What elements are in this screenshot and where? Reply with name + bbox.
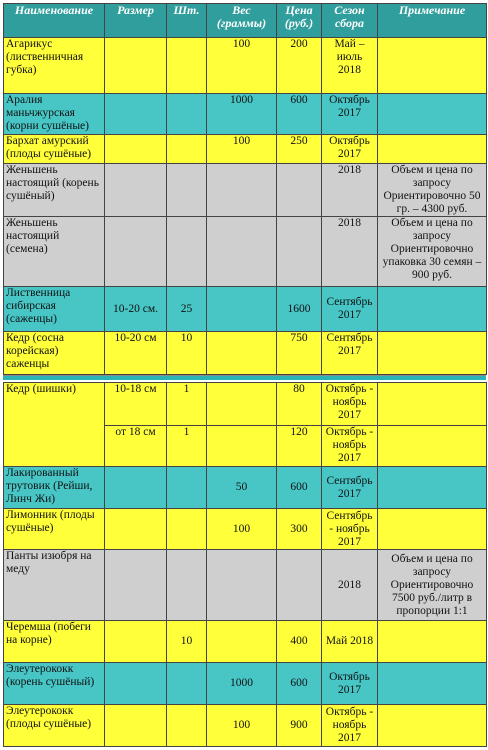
season-cell: Октябрь 2017 (322, 663, 378, 705)
season-cell: Октябрь 2017 (322, 135, 378, 164)
note-cell: Объем и цена по запросу Ориентировочно 7500 руб./литр в пропорции 1:1 (378, 550, 487, 621)
qty-cell (167, 94, 207, 135)
qty-cell (167, 38, 207, 94)
name-cell: Женьшень настоящий (семена) (4, 217, 105, 287)
season-cell: Октябрь - ноябрь 2017 (322, 426, 378, 467)
price-cell: 80 (277, 383, 322, 426)
note-cell (378, 383, 487, 426)
size-cell (105, 135, 167, 164)
size-cell: 10-20 см (105, 332, 167, 375)
price-cell (277, 550, 322, 621)
qty-cell (167, 705, 207, 747)
weight-cell (207, 426, 277, 467)
price-cell: 600 (277, 663, 322, 705)
name-cell: Лимонник (плоды сушёные) (4, 509, 105, 550)
price-cell: 750 (277, 332, 322, 375)
size-cell (105, 94, 167, 135)
price-cell (277, 164, 322, 217)
table-row (4, 467, 487, 509)
price-cell: 120 (277, 426, 322, 467)
table-row (4, 621, 487, 663)
size-cell (105, 663, 167, 705)
weight-cell: 100 (207, 705, 277, 747)
note-cell (378, 135, 487, 164)
header-price: Цена (руб.) (277, 4, 322, 38)
header-weight: Вес (граммы) (207, 4, 277, 38)
table-row (4, 217, 487, 287)
name-cell: Бархат амурский (плоды сушёные) (4, 135, 105, 164)
qty-cell (167, 217, 207, 287)
price-table-top (3, 3, 487, 375)
note-cell (378, 467, 487, 509)
note-cell (378, 663, 487, 705)
name-cell: Элеутерококк (плоды сушёные) (4, 705, 105, 747)
season-cell: Май – июль 2018 (322, 38, 378, 94)
price-cell (277, 217, 322, 287)
name-cell: Лиственница сибирская (саженцы) (4, 287, 105, 332)
note-cell: Объем и цена по запросу Ориентировочно 50 гр. – 4300 руб. (378, 164, 487, 217)
weight-cell (207, 621, 277, 663)
table-row (4, 164, 487, 217)
table-break (3, 375, 486, 382)
note-cell (378, 621, 487, 663)
note-cell (378, 705, 487, 747)
note-cell (378, 94, 487, 135)
size-cell (105, 550, 167, 621)
table-row (4, 94, 487, 135)
header-season: Сезон сбора (322, 4, 378, 38)
qty-cell (167, 509, 207, 550)
weight-cell: 1000 (207, 663, 277, 705)
header-name: Наименование (4, 4, 105, 38)
name-cell: Черемша (побеги на корне) (4, 621, 105, 663)
season-cell: Сентябрь 2017 (322, 287, 378, 332)
size-cell (105, 621, 167, 663)
size-cell (105, 164, 167, 217)
season-cell: Сентябрь - ноябрь 2017 (322, 509, 378, 550)
season-cell: Сентябрь 2017 (322, 467, 378, 509)
table-row (4, 550, 487, 621)
qty-cell: 1 (167, 426, 207, 467)
price-list-sheet (3, 3, 486, 747)
table-row (4, 287, 487, 332)
weight-cell: 100 (207, 38, 277, 94)
table-row (4, 332, 487, 375)
note-cell (378, 38, 487, 94)
note-cell (378, 509, 487, 550)
size-cell (105, 509, 167, 550)
price-cell: 600 (277, 467, 322, 509)
qty-cell (167, 164, 207, 217)
season-cell: 2018 (322, 164, 378, 217)
qty-cell (167, 135, 207, 164)
size-cell (105, 467, 167, 509)
qty-cell (167, 467, 207, 509)
header-qty: Шт. (167, 4, 207, 38)
price-cell: 400 (277, 621, 322, 663)
qty-cell (167, 550, 207, 621)
season-cell: 2018 (322, 217, 378, 287)
season-cell: 2018 (322, 550, 378, 621)
name-cell: Кедр (сосна корейская) саженцы (4, 332, 105, 375)
season-cell: Октябрь 2017 (322, 94, 378, 135)
price-cell: 600 (277, 94, 322, 135)
table-row (4, 38, 487, 94)
price-cell: 250 (277, 135, 322, 164)
price-cell: 1600 (277, 287, 322, 332)
weight-cell: 50 (207, 467, 277, 509)
qty-cell: 10 (167, 621, 207, 663)
table-row (4, 663, 487, 705)
size-cell: 10-20 см. (105, 287, 167, 332)
weight-cell (207, 383, 277, 426)
name-cell: Элеутерококк (корень сушёный) (4, 663, 105, 705)
size-cell: 10-18 см (105, 383, 167, 426)
weight-cell (207, 217, 277, 287)
size-cell (105, 38, 167, 94)
qty-cell: 10 (167, 332, 207, 375)
price-cell: 200 (277, 38, 322, 94)
size-cell (105, 705, 167, 747)
weight-cell (207, 550, 277, 621)
weight-cell: 100 (207, 135, 277, 164)
name-cell: Лакированный трутовик (Рейши, Линч Жи) (4, 467, 105, 509)
table-row (4, 509, 487, 550)
qty-cell: 1 (167, 383, 207, 426)
name-cell: Агарикус (лиственничная губка) (4, 38, 105, 94)
weight-cell (207, 332, 277, 375)
table-row (4, 135, 487, 164)
header-row (4, 4, 487, 38)
size-cell: от 18 см (105, 426, 167, 467)
weight-cell: 100 (207, 509, 277, 550)
note-cell (378, 287, 487, 332)
weight-cell: 1000 (207, 94, 277, 135)
size-cell (105, 217, 167, 287)
name-cell: Аралия маньчжурская (корни сушёные) (4, 94, 105, 135)
price-table-bottom (3, 382, 487, 747)
table-row (4, 383, 487, 426)
qty-cell: 25 (167, 287, 207, 332)
season-cell: Октябрь - ноябрь 2017 (322, 383, 378, 426)
weight-cell (207, 164, 277, 217)
header-size: Размер (105, 4, 167, 38)
note-cell: Объем и цена по запросу Ориентировочно упаковка 30 семян – 900 руб. (378, 217, 487, 287)
name-cell: Женьшень настоящий (корень сушёный) (4, 164, 105, 217)
season-cell: Октябрь - ноябрь 2017 (322, 705, 378, 747)
table-row (4, 705, 487, 747)
price-cell: 900 (277, 705, 322, 747)
price-cell: 300 (277, 509, 322, 550)
season-cell: Май 2018 (322, 621, 378, 663)
header-note: Примечание (378, 4, 487, 38)
qty-cell (167, 663, 207, 705)
note-cell (378, 332, 487, 375)
name-cell: Панты изюбря на меду (4, 550, 105, 621)
season-cell: Сентябрь 2017 (322, 332, 378, 375)
name-cell: Кедр (шишки) (4, 383, 105, 467)
weight-cell (207, 287, 277, 332)
note-cell (378, 426, 487, 467)
